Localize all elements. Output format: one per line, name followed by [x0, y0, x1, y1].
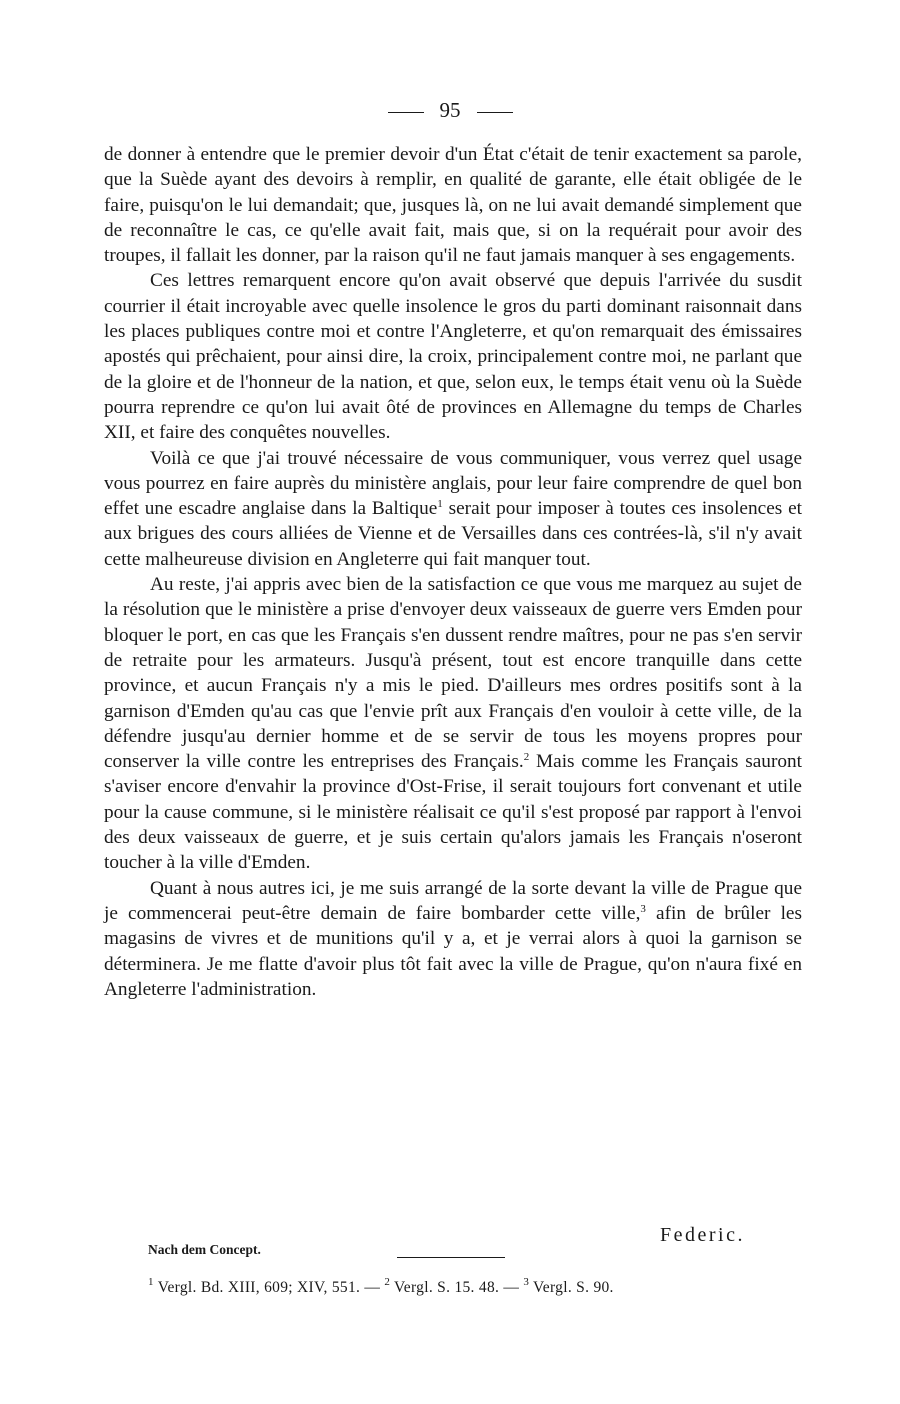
paragraph-4-text-b: Mais comme les Français sauront s'aviser encore d'envahir la province d'Ost-Frise, il serait toujours fort convenant et utile pour la cause commune, si le ministère réalisait ce qu'il s'est proposé par rapport à l'envoi des deux vaisseaux de guerre, et je suis certain qu'alors jamais les Français n'oseront toucher à la ville d'Emden.: [104, 751, 802, 874]
paragraph-2: Ces lettres remarquent encore qu'on avait observé que depuis l'arrivée du susdit courrier il était incroyable avec quelle insolence le gros du parti dominant raisonnait dans les places publiques contre moi et contre l'Angleterre, et qu'on remarquait des émissaires apostés qui prêchaient, pour ainsi dire, la croix, principalement contre moi, ne parlant que de la gloire et de l'honneur de la nation, et que, selon eux, le temps était venu où la Suède pourra reprendre ce qu'on lui avait ôté de provinces en Allemagne du temps de Charles XII, et faire des conquêtes nouvelles.: [104, 270, 802, 444]
footnote-ref-2: 2: [523, 751, 530, 764]
letter-body: [104, 142, 802, 1002]
header-rule-left: [388, 112, 424, 113]
paragraph-3-text-a: Voilà ce que j'ai trouvé nécessaire de vous communiquer, vous verrez quel usage vous pourrez en faire auprès du ministère anglais, pour leur faire comprendre de quel bon effet une escadre anglaise dans la Baltique: [104, 447, 802, 520]
footnote-2: Vergl. S. 15. 48. —: [390, 1279, 524, 1296]
paragraph-5: [104, 876, 802, 1002]
paragraph-4-text-a: Au reste, j'ai appris avec bien de la satisfaction ce que vous me marquez au sujet de la résolution que le ministère a prise d'envoyer deux vaisseaux de guerre vers Emden pour bloquer le port, en cas que les Français s'en dussent rendre maîtres, pour ne pas s'en servir de retraite pour les armateurs. Jusqu'à présent, tout est encore tranquille dans cette province, et aucun Français n'y a mis le pied. D'ailleurs mes ordres positifs sont à la garnison d'Emden qu'au cas que l'envie prît aux Français d'en vouloir à cette ville, de la défendre jusqu'au dernier homme et de se servir de tous les moyens propres pour conserver la ville contre les entreprises des Français.: [104, 574, 802, 773]
paragraph-1: de donner à entendre que le premier devoir d'un État c'était de tenir exactement sa parole, que la Suède ayant des devoirs à remplir, en qualité de garante, elle était obligée de le faire, puisqu'on le lui demandait; que, jusques là, on ne lui avait demandé simplement que de reconnaître le cas, ce qu'elle avait fait, mais que, si on la requérait pour avoir des troupes, il fallait les donner, par la raison qu'il ne faut jamais manquer à ses engagements.: [104, 144, 802, 267]
paragraph-5-text-b: afin de brûler les magasins de vivres et de munitions qu'il y a, et je verrai alors à quoi la garnison se déterminera. Je me flatte d'avoir plus tôt fait avec la ville de Prague, qu'on n'aura fixé en Angleterre l'administration.: [104, 902, 802, 1000]
footnote-mark-3: 3: [523, 1276, 530, 1288]
footnote-1: Vergl. Bd. XIII, 609; XIV, 551. —: [153, 1279, 385, 1296]
footnotes: [148, 1278, 614, 1298]
paragraph-4: [104, 572, 802, 876]
footnote-mark-2: 2: [384, 1276, 391, 1288]
signature: Federic.: [660, 1224, 745, 1246]
paragraph-3: [104, 446, 802, 572]
page-header: [0, 96, 900, 124]
page-number: 95: [439, 98, 461, 122]
paragraph-3-text-b: serait pour imposer à toutes ces insolences et aux brigues des cours alliées de Vienne et de Versailles dans ces contrées-là, s'il n'y avait cette malheureuse division en Angleterre qui fait manquer tout.: [104, 498, 802, 570]
footnote-ref-1: 1: [437, 498, 443, 511]
source-note: Nach dem Concept.: [148, 1242, 261, 1257]
header-rule-right: [477, 112, 513, 113]
footnote-mark-1: 1: [148, 1276, 154, 1288]
footnote-ref-3: 3: [640, 902, 646, 915]
footnote-divider: [397, 1257, 505, 1258]
footnote-3: Vergl. S. 90.: [529, 1279, 614, 1296]
paragraph-5-text-a: Quant à nous autres ici, je me suis arrangé de la sorte devant la ville de Prague que je commencerai peut-être demain de faire bombarder cette ville,: [104, 877, 802, 924]
